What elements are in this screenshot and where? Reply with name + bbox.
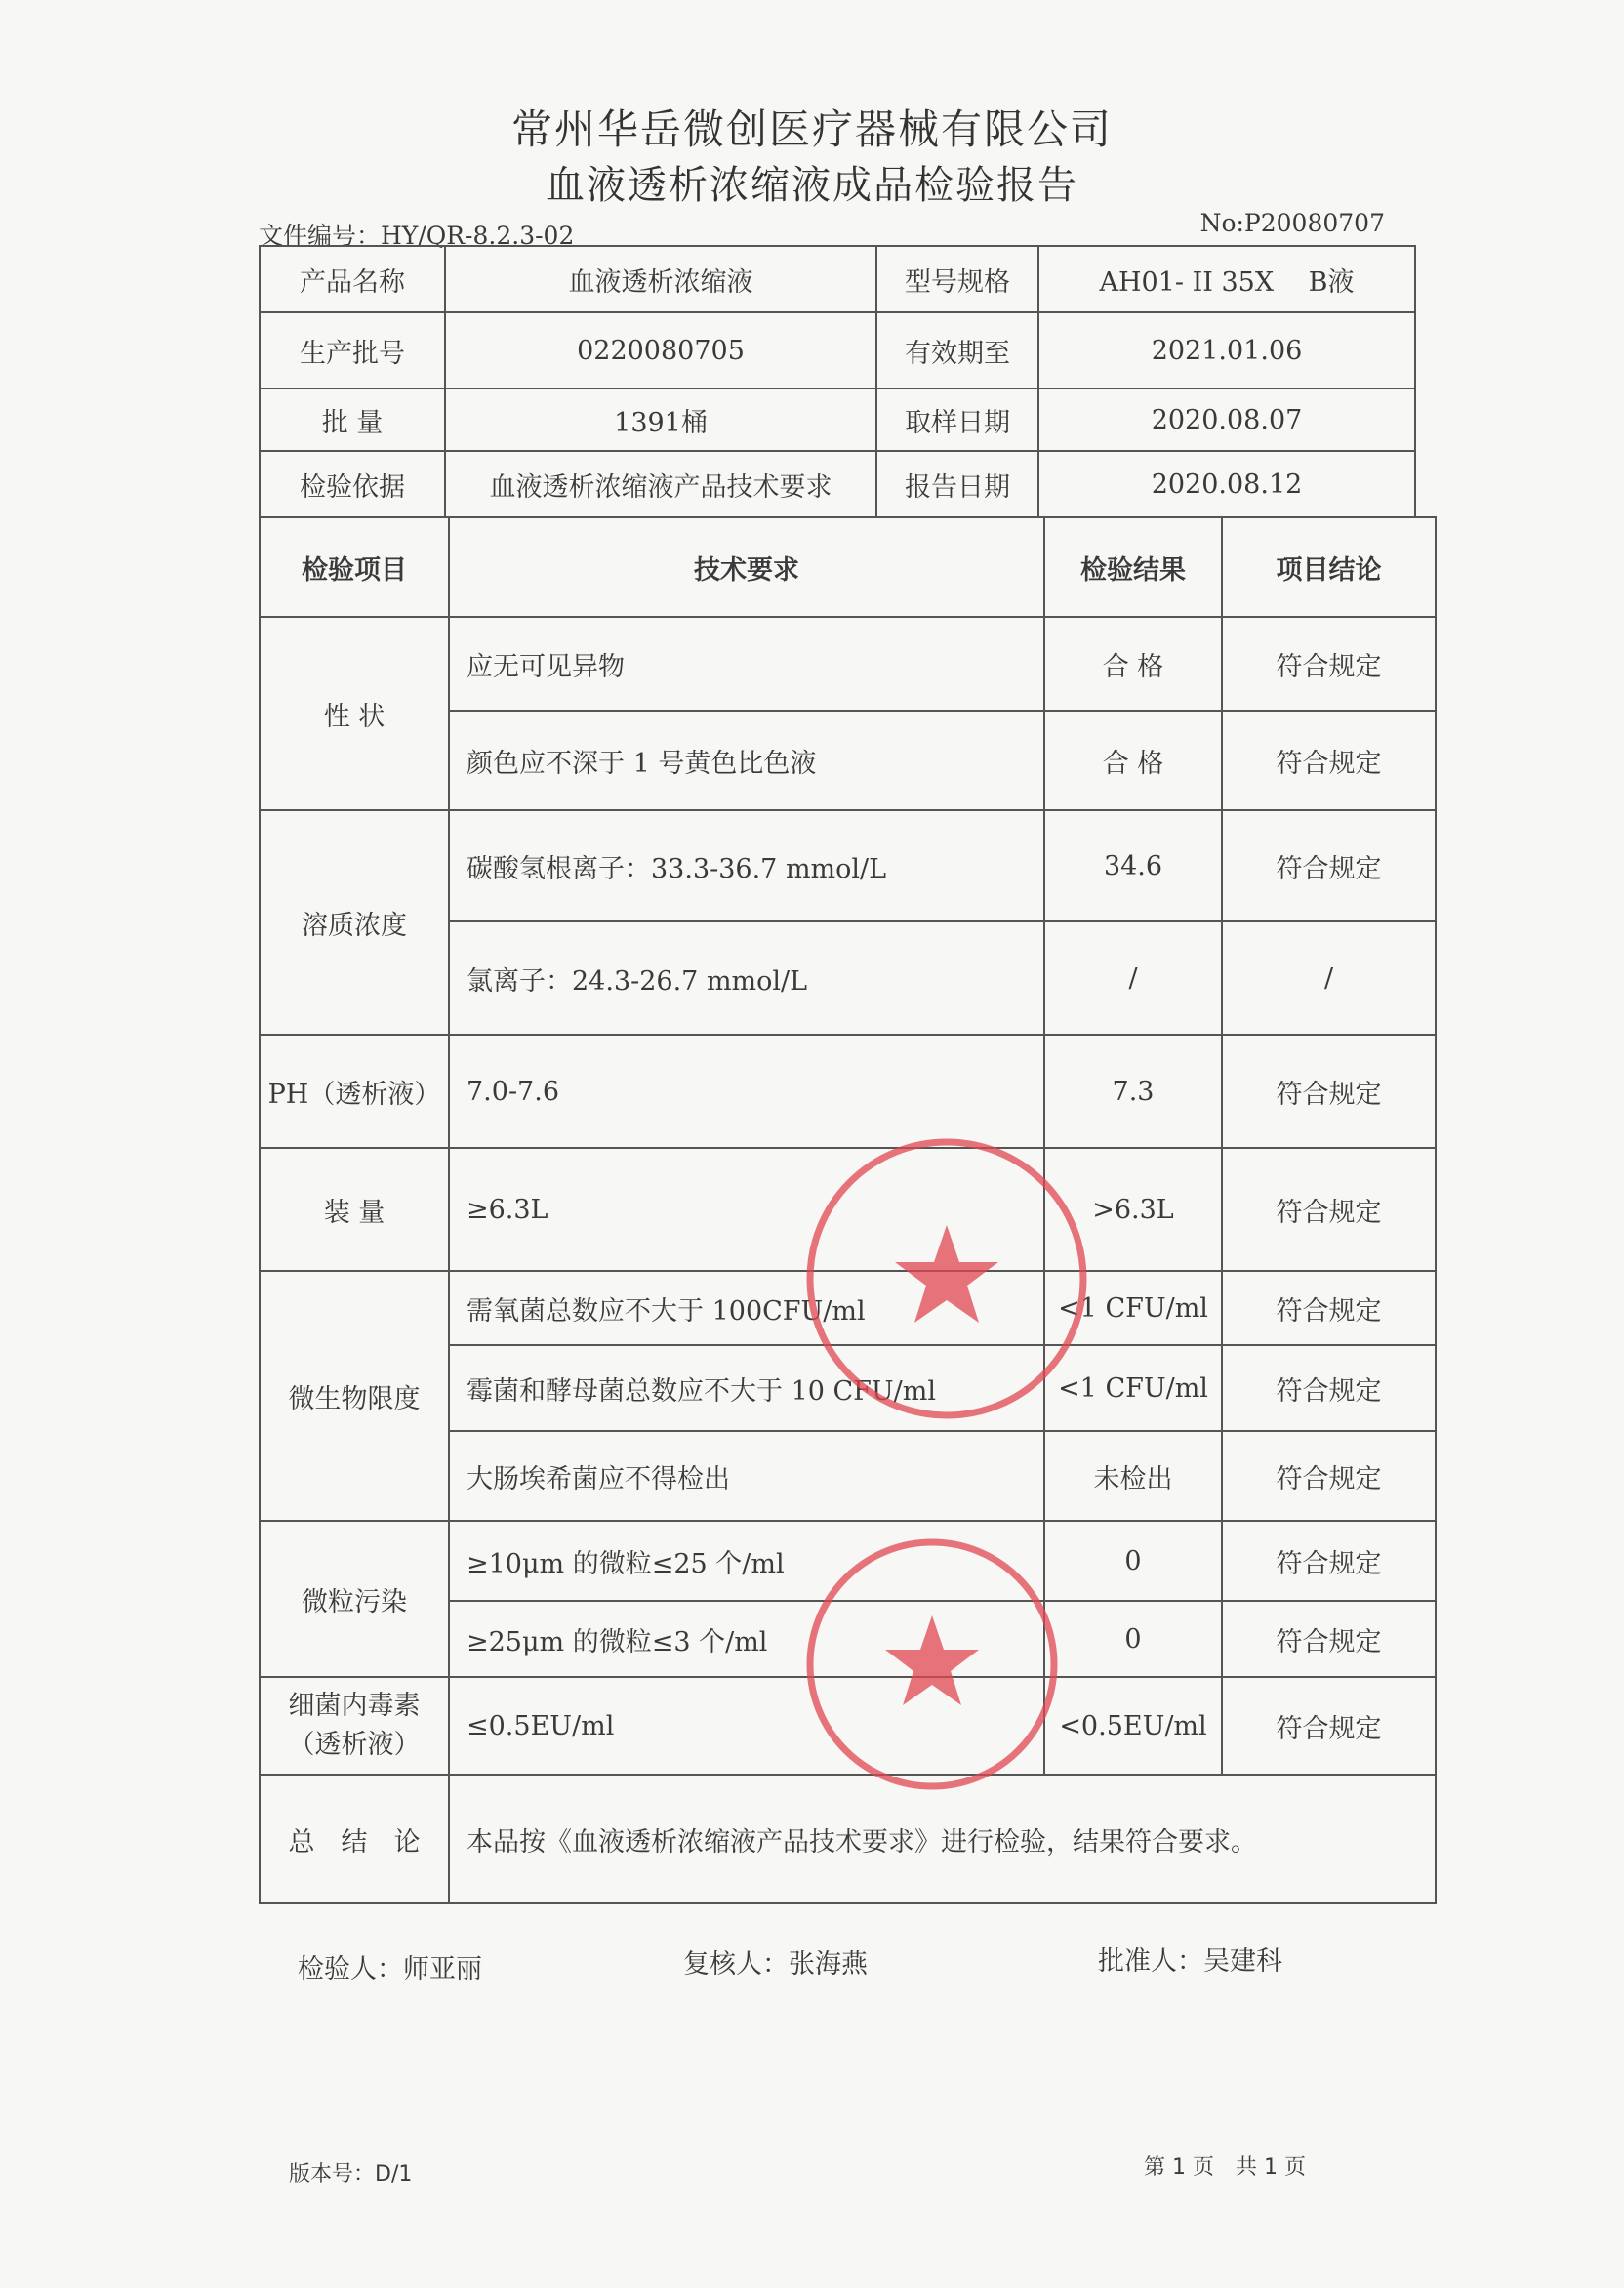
solute-con-1: 符合规定 xyxy=(1276,853,1382,884)
seal-stamp-lower xyxy=(800,1532,1064,1796)
version-number: 版本号：D/1 xyxy=(289,2162,413,2186)
solute-req-1: 碳酸氢根离子：33.3-36.7 mmol/L xyxy=(467,853,887,884)
report-title: 血液透析浓缩液成品检验报告 xyxy=(546,163,1078,208)
head-conclusion: 项目结论 xyxy=(1276,554,1382,586)
inspector-signature: 检验人：师亚丽 xyxy=(298,1954,482,1984)
ph-res: 7.3 xyxy=(1112,1076,1155,1107)
volume-req: ≥6.3L xyxy=(467,1194,548,1225)
endotoxin-label-line2: （透析液） xyxy=(288,1730,421,1760)
report-date-value: 2020.08.12 xyxy=(1151,469,1303,500)
volume-label: 装 量 xyxy=(323,1197,386,1228)
endotoxin-con: 符合规定 xyxy=(1276,1713,1382,1744)
particle-req-1: ≥10μm 的微粒≤25 个/ml xyxy=(467,1548,785,1579)
model-label: 型号规格 xyxy=(905,266,1010,298)
appearance-req-1: 应无可见异物 xyxy=(467,651,625,682)
micro-res-1: <1 CFU/ml xyxy=(1058,1292,1208,1324)
summary-text: 本品按《血液透析浓缩液产品技术要求》进行检验，结果符合要求。 xyxy=(467,1826,1257,1858)
micro-req-1: 需氧菌总数应不大于 100CFU/ml xyxy=(467,1295,866,1327)
ph-label: PH（透析液） xyxy=(267,1079,441,1110)
micro-res-2: <1 CFU/ml xyxy=(1058,1372,1208,1404)
volume-con: 符合规定 xyxy=(1276,1197,1382,1228)
report-date-label: 报告日期 xyxy=(905,471,1010,503)
product-name-value: 血液透析浓缩液 xyxy=(568,266,753,298)
model-value: AH01- II 35X B液 xyxy=(1099,266,1355,298)
reviewer-signature: 复核人：张海燕 xyxy=(683,1949,868,1980)
micro-con-1: 符合规定 xyxy=(1276,1295,1382,1327)
basis-label: 检验依据 xyxy=(300,471,405,503)
seal-stamp-upper xyxy=(800,1132,1093,1425)
solute-label: 溶质浓度 xyxy=(302,910,407,941)
batch-no-value: 0220080705 xyxy=(577,335,745,366)
particle-label: 微粒污染 xyxy=(302,1586,407,1617)
micro-req-2: 霉菌和酵母菌总数应不大于 10 CFU/ml xyxy=(467,1375,937,1407)
file-number: 文件编号：HY/QR-8.2.3-02 xyxy=(259,222,575,250)
particle-res-2: 0 xyxy=(1124,1623,1142,1655)
particle-req-2: ≥25μm 的微粒≤3 个/ml xyxy=(467,1626,768,1657)
appearance-res-2: 合 格 xyxy=(1102,748,1164,779)
appearance-label: 性 状 xyxy=(323,701,386,732)
appearance-res-1: 合 格 xyxy=(1102,651,1164,682)
particle-res-1: 0 xyxy=(1124,1545,1142,1576)
appearance-con-2: 符合规定 xyxy=(1276,748,1382,779)
approver-signature: 批准人：吴建科 xyxy=(1098,1946,1282,1977)
solute-res-1: 34.6 xyxy=(1103,850,1163,881)
endotoxin-label xyxy=(260,1677,449,1775)
basis-value: 血液透析浓缩液产品技术要求 xyxy=(489,471,832,503)
batch-qty-label: 批 量 xyxy=(321,407,384,438)
sampling-label: 取样日期 xyxy=(905,407,1010,438)
solute-res-2: / xyxy=(1128,962,1138,994)
ph-con: 符合规定 xyxy=(1276,1079,1382,1110)
ph-req: 7.0-7.6 xyxy=(467,1076,560,1107)
appearance-con-1: 符合规定 xyxy=(1276,651,1382,682)
head-result: 检验结果 xyxy=(1080,554,1186,586)
solute-con-2: / xyxy=(1323,962,1334,994)
micro-con-2: 符合规定 xyxy=(1276,1375,1382,1407)
particle-con-2: 符合规定 xyxy=(1276,1626,1382,1657)
micro-label: 微生物限度 xyxy=(288,1383,421,1414)
solute-req-2: 氯离子：24.3-26.7 mmol/L xyxy=(467,965,808,997)
micro-req-3: 大肠埃希菌应不得检出 xyxy=(467,1463,730,1494)
head-requirement: 技术要求 xyxy=(694,554,799,586)
sampling-value: 2020.08.07 xyxy=(1151,404,1303,435)
batch-qty-value: 1391桶 xyxy=(614,407,708,438)
micro-res-3: 未检出 xyxy=(1093,1463,1173,1494)
batch-no-label: 生产批号 xyxy=(300,338,405,369)
appearance-req-2: 颜色应不深于 1 号黄色比色液 xyxy=(467,748,817,779)
expiry-label: 有效期至 xyxy=(905,338,1010,369)
head-item: 检验项目 xyxy=(302,554,407,586)
micro-con-3: 符合规定 xyxy=(1276,1463,1382,1494)
endotoxin-label-line1: 细菌内毒素 xyxy=(288,1691,421,1721)
volume-res: >6.3L xyxy=(1092,1194,1174,1225)
endotoxin-req: ≤0.5EU/ml xyxy=(467,1710,615,1741)
summary-label: 总 结 论 xyxy=(288,1826,421,1858)
page-number: 第 1 页 共 1 页 xyxy=(1144,2155,1306,2180)
expiry-value: 2021.01.06 xyxy=(1151,335,1303,366)
endotoxin-res: <0.5EU/ml xyxy=(1059,1710,1207,1741)
company-name: 常州华岳微创医疗器械有限公司 xyxy=(510,105,1113,153)
particle-con-1: 符合规定 xyxy=(1276,1548,1382,1579)
report-number: No:P20080707 xyxy=(1199,209,1385,237)
product-name-label: 产品名称 xyxy=(300,266,405,298)
